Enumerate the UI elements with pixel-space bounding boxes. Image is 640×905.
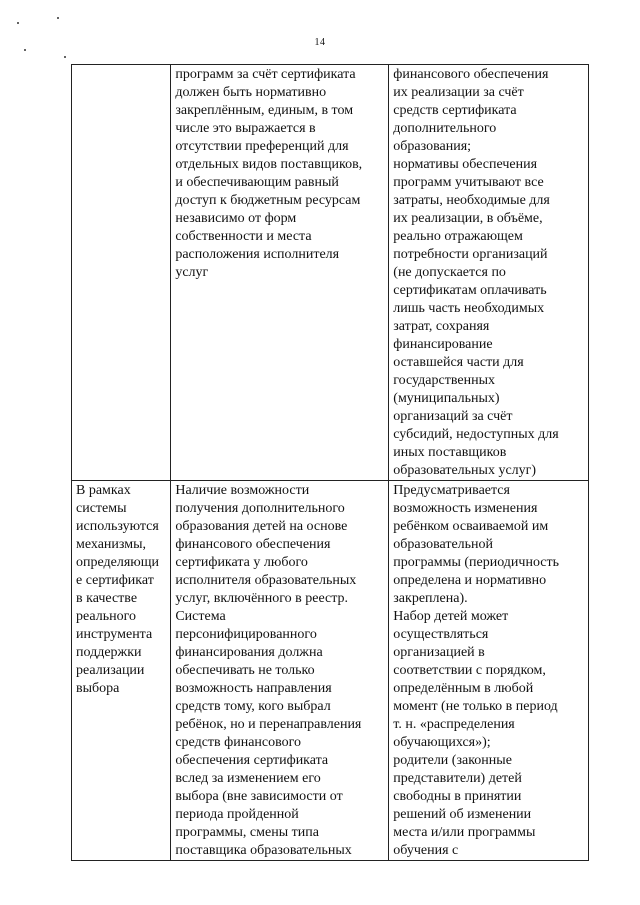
page-number: 14 [314,37,326,48]
content-table [71,64,589,861]
table-cell-description [389,65,589,481]
cell-text: финансового обеспечения их реализации за счёт средств сертификата дополнительного образования; нормативы обеспечения программ учитывают все затраты, необходимые для их реализации, в объёме, реально отражающем потребности организаций (не допускается по сертификатам оплачивать лишь часть необходимых затрат, сохраняя финансирование оставшейся части для государственных (муниципальных) организаций за счёт субсидий, недоступных для иных поставщиков образовательных услуг) [393,67,559,478]
cell-text: Предусматривается возможность изменения ребёнком осваиваемой им образовательной программы (периодичность определена и нормативно закреплена). Набор детей может осуществляться организацией в соответствии с порядком, определённым в любой момент (не только в период т. н. «распределения обучающихся»); родители (законные представители) детей свободны в принятии решений об изменении места и/или программы обучения с [393,483,560,858]
scan-speck [57,17,59,19]
table-cell-indicator [171,481,389,861]
scan-speck [64,56,66,58]
table-row [72,65,589,481]
table-cell-criterion [72,481,171,861]
cell-text: В рамках системы используются механизмы, определяющи е сертификат в качестве реального инструмента поддержки реализации выбора [76,483,160,696]
table-cell-description [389,481,589,861]
scan-speck [17,22,19,24]
table-row [72,481,589,861]
cell-text: программ за счёт сертификата должен быть нормативно закреплённым, единым, в том числе это выражается в отсутствии преференций для отдельных видов поставщиков, и обеспечивающим равный доступ к бюджетным ресурсам независимо от форм собственности и места расположения исполнителя услуг [175,67,363,280]
table-cell-criterion [72,65,171,481]
table-cell-indicator [171,65,389,481]
cell-text: Наличие возможности получения дополнительного образования детей на основе финансового обеспечения сертификата у любого исполнителя образовательных услуг, включённого в реестр. Система персонифицированного финансирования должна обеспечивать не только возможность направления средств тому, кого выбрал ребёнок, но и перенаправления средств финансового обеспечения сертификата вслед за изменением его выбора (вне зависимости от периода пройденной программы, смены типа поставщика образовательных [175,483,362,858]
scan-speck [24,49,26,51]
